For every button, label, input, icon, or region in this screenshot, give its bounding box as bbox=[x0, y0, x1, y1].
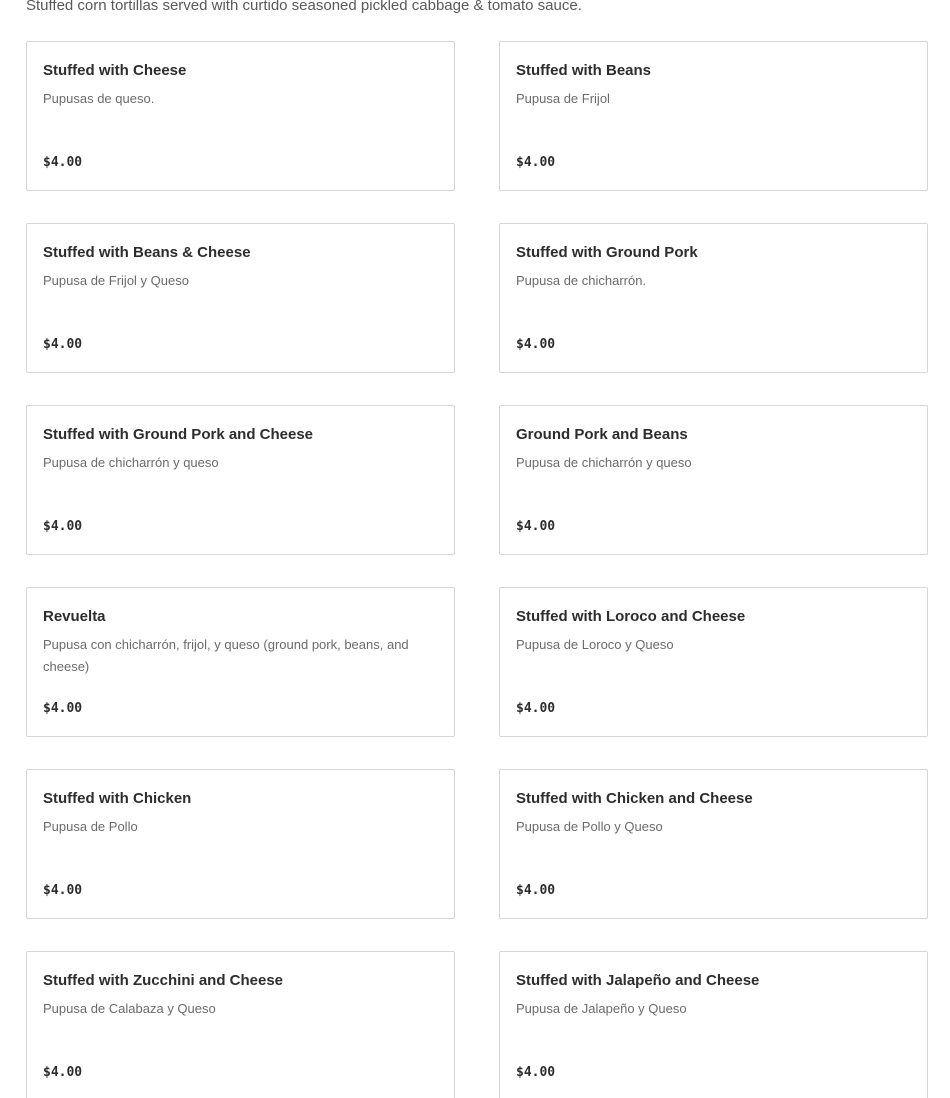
menu-item-description: Pupusa de Pollo y Queso bbox=[516, 819, 663, 834]
menu-item-description: Pupusas de queso. bbox=[43, 91, 155, 106]
menu-item-description: Pupusa de chicharrón y queso bbox=[43, 455, 219, 470]
menu-item-price: $4.00 bbox=[516, 701, 556, 716]
menu-item-price: $4.00 bbox=[516, 883, 556, 898]
menu-item-name: Stuffed with Ground Pork bbox=[516, 244, 698, 261]
menu-item-name: Stuffed with Jalapeño and Cheese bbox=[516, 972, 760, 989]
menu-item-description: Pupusa de Jalapeño y Queso bbox=[516, 1001, 687, 1016]
menu-item-name: Revuelta bbox=[43, 608, 106, 625]
menu-item-price: $4.00 bbox=[43, 1065, 83, 1080]
menu-item-price: $4.00 bbox=[516, 519, 556, 534]
menu-item-price: $4.00 bbox=[43, 337, 83, 352]
menu-item-description: Pupusa de Frijol bbox=[516, 91, 610, 106]
menu-item-description: Pupusa con chicharrón, frijol, y queso (ground pork, beans, and cheese) bbox=[43, 637, 409, 674]
menu-item-name: Stuffed with Chicken bbox=[43, 790, 192, 807]
menu-item-card[interactable] bbox=[26, 223, 455, 373]
menu-item-card[interactable] bbox=[26, 41, 455, 191]
menu-item-price: $4.00 bbox=[43, 701, 83, 716]
menu-item-card[interactable] bbox=[26, 405, 455, 555]
menu-item-card[interactable] bbox=[26, 769, 455, 919]
menu-item-description: Pupusa de Frijol y Queso bbox=[43, 273, 189, 288]
menu-item-name: Stuffed with Beans bbox=[516, 62, 652, 79]
menu-item-card[interactable] bbox=[499, 951, 928, 1098]
menu-item-price: $4.00 bbox=[516, 155, 556, 170]
menu-item-price: $4.00 bbox=[43, 883, 83, 898]
menu-item-name: Stuffed with Loroco and Cheese bbox=[516, 608, 746, 625]
menu-item-card[interactable] bbox=[499, 769, 928, 919]
menu-item-description: Pupusa de chicharrón. bbox=[516, 273, 647, 288]
menu-item-description: Pupusa de Pollo bbox=[43, 819, 138, 834]
menu-item-price: $4.00 bbox=[516, 337, 556, 352]
menu-item-name: Stuffed with Beans & Cheese bbox=[43, 244, 251, 261]
menu-item-name: Stuffed with Chicken and Cheese bbox=[516, 790, 753, 807]
menu-item-card[interactable] bbox=[499, 41, 928, 191]
menu-item-card[interactable] bbox=[499, 587, 928, 737]
menu-item-name: Stuffed with Ground Pork and Cheese bbox=[43, 426, 314, 443]
menu-item-description: Pupusa de chicharrón y queso bbox=[516, 455, 692, 470]
menu-item-name: Stuffed with Zucchini and Cheese bbox=[43, 972, 284, 989]
section-description: Stuffed corn tortillas served with curtido seasoned pickled cabbage & tomato sauce. bbox=[26, 0, 582, 14]
menu-item-grid bbox=[26, 41, 928, 1098]
menu-item-card[interactable] bbox=[26, 951, 455, 1098]
menu-item-description: Pupusa de Calabaza y Queso bbox=[43, 1001, 216, 1016]
menu-item-card[interactable] bbox=[499, 223, 928, 373]
menu-item-price: $4.00 bbox=[43, 519, 83, 534]
menu-item-name: Stuffed with Cheese bbox=[43, 62, 187, 79]
menu-item-card[interactable] bbox=[26, 587, 455, 737]
menu-item-card[interactable] bbox=[499, 405, 928, 555]
menu-item-name: Ground Pork and Beans bbox=[516, 426, 688, 443]
menu-item-description: Pupusa de Loroco y Queso bbox=[516, 637, 674, 652]
menu-item-price: $4.00 bbox=[43, 155, 83, 170]
menu-item-price: $4.00 bbox=[516, 1065, 556, 1080]
